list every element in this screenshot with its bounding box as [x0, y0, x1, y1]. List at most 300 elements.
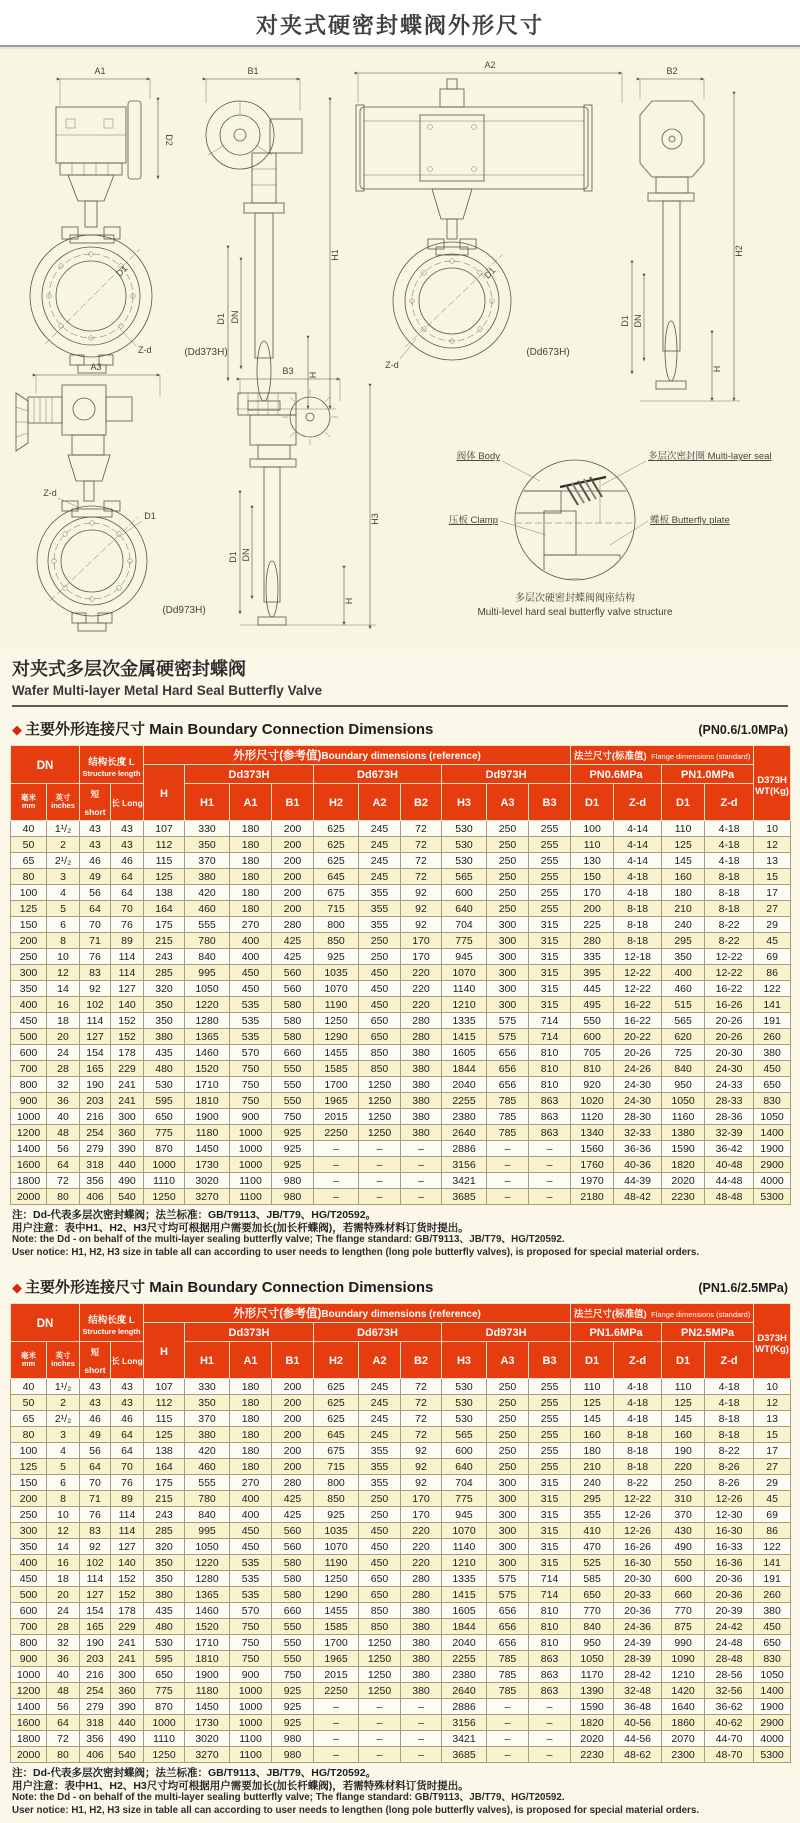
table-cell: 400	[230, 933, 272, 949]
table-cell: 170	[401, 1507, 442, 1523]
table-cell: 1120	[571, 1109, 614, 1125]
table-cell: 440	[111, 1715, 144, 1731]
table-cell: 300	[487, 1523, 529, 1539]
table-cell: 406	[80, 1189, 111, 1205]
table-cell: 600	[662, 1571, 705, 1587]
table-cell: 20-26	[705, 1013, 754, 1029]
table-cell: 110	[662, 1379, 705, 1395]
table-cell: 190	[662, 1443, 705, 1459]
table-cell: 1810	[185, 1093, 230, 1109]
table-cell: 20-26	[614, 1045, 662, 1061]
table-cell: 16	[47, 997, 80, 1013]
table-cell: 1035	[314, 965, 359, 981]
table-cell: 13	[754, 1411, 791, 1427]
table-cell: 714	[529, 1029, 571, 1045]
table-cell: 27	[754, 901, 791, 917]
table-row	[11, 1683, 791, 1699]
table-cell: 550	[662, 1555, 705, 1571]
table-cell: 200	[571, 901, 614, 917]
table-row	[11, 1475, 791, 1491]
table-cell: 4-18	[614, 1379, 662, 1395]
table-cell: 750	[272, 1109, 314, 1125]
table-cell: 175	[144, 917, 185, 933]
table-cell: 1820	[662, 1157, 705, 1173]
table-cell: 280	[401, 1571, 442, 1587]
table-cell: 76	[111, 1475, 144, 1491]
table-cell: 10	[754, 1379, 791, 1395]
table-cell: 370	[662, 1507, 705, 1523]
table-row	[11, 949, 791, 965]
table-cell: 355	[571, 1507, 614, 1523]
table-cell: 785	[487, 1667, 529, 1683]
table-cell: 390	[111, 1699, 144, 1715]
table-cell: 16-22	[614, 1013, 662, 1029]
table-cell: 8-22	[705, 1443, 754, 1459]
table-cell: 480	[144, 1619, 185, 1635]
table-cell: 44-48	[705, 1173, 754, 1189]
table-cell: 925	[314, 1507, 359, 1523]
note-line: 用户注意：表中H1、H2、H3尺寸均可根据用户需要加长(加长杆蝶阀)，若需特殊材料订货时提出。	[12, 1221, 469, 1234]
table-cell: –	[529, 1141, 571, 1157]
table-cell: 250	[487, 885, 529, 901]
col-header-weight: D373H WT(Kg)	[754, 746, 791, 821]
table-cell: 840	[185, 949, 230, 965]
table-cell: 440	[111, 1157, 144, 1173]
table-cell: 20-26	[705, 1029, 754, 1045]
table-cell: 1110	[144, 1731, 185, 1747]
table-cell: 840	[571, 1619, 614, 1635]
col-header-h1: H1	[185, 784, 230, 821]
dim-label-zd: Z-d	[138, 345, 152, 355]
table-cell: 140	[111, 1555, 144, 1571]
col-header-pn-a: PN0.6MPa	[571, 765, 662, 784]
table-row	[11, 917, 791, 933]
table-cell: 850	[359, 1619, 401, 1635]
table-cell: 925	[272, 1157, 314, 1173]
table-row	[11, 1189, 791, 1205]
table-cell: 280	[272, 1475, 314, 1491]
table-cell: 1380	[662, 1125, 705, 1141]
table-cell: 17	[754, 1443, 791, 1459]
table-cell: 4	[47, 1443, 80, 1459]
table-cell: 72	[401, 1395, 442, 1411]
table-row	[11, 1077, 791, 1093]
table-cell: 32-56	[705, 1683, 754, 1699]
table-row	[11, 1731, 791, 1747]
table-cell: 785	[487, 1683, 529, 1699]
table-cell: 900	[230, 1667, 272, 1683]
seal-caption-cn: 多层次硬密封蝶阀阀座结构	[515, 593, 635, 604]
table-cell: 380	[401, 1651, 442, 1667]
table-cell: 80	[11, 869, 47, 885]
table-cell: 180	[230, 1459, 272, 1475]
table-cell: 625	[314, 837, 359, 853]
table-cell: 320	[144, 1539, 185, 1555]
table-cell: –	[401, 1731, 442, 1747]
table-row	[11, 997, 791, 1013]
table-cell: 16-36	[705, 1555, 754, 1571]
table-cell: 250	[359, 933, 401, 949]
table-cell: 460	[185, 901, 230, 917]
table-cell: 4-18	[614, 1395, 662, 1411]
table-cell: 10	[47, 949, 80, 965]
table-cell: 1000	[230, 1157, 272, 1173]
table-cell: 36-36	[614, 1141, 662, 1157]
table-cell: 28-48	[705, 1651, 754, 1667]
table-cell: 714	[529, 1013, 571, 1029]
col-header-pn-a: PN1.6MPa	[571, 1323, 662, 1342]
table-cell: 4-18	[705, 853, 754, 869]
table-cell: 565	[662, 1013, 705, 1029]
table-cell: 1290	[314, 1029, 359, 1045]
table-cell: 535	[230, 1555, 272, 1571]
table-cell: 714	[529, 1571, 571, 1587]
table-cell: 600	[442, 885, 487, 901]
table-cell: 300	[487, 997, 529, 1013]
table-cell: 114	[111, 1523, 144, 1539]
col-header-dn: DN	[11, 1304, 80, 1342]
table-cell: –	[401, 1189, 442, 1205]
table-cell: 28-33	[705, 1093, 754, 1109]
table-cell: 178	[111, 1045, 144, 1061]
table-cell: 1070	[442, 965, 487, 981]
table-cell: 715	[314, 1459, 359, 1475]
table-cell: 43	[80, 1379, 111, 1395]
table-row	[11, 933, 791, 949]
col-header-dd673h: Dd673H	[314, 1323, 442, 1342]
col-header-d1: D1	[662, 1342, 705, 1379]
table-cell: 380	[185, 869, 230, 885]
table-cell: 863	[529, 1125, 571, 1141]
table-cell: 8-22	[614, 1475, 662, 1491]
col-header-dd373h: Dd373H	[185, 1323, 314, 1342]
table-cell: 300	[487, 1539, 529, 1555]
table-cell: 360	[111, 1125, 144, 1141]
table-cell: 500	[11, 1029, 47, 1045]
table-cell: 145	[571, 1411, 614, 1427]
table-cell: 8-18	[614, 1427, 662, 1443]
table-cell: 400	[230, 1507, 272, 1523]
table-cell: 2000	[11, 1189, 47, 1205]
table-cell: 152	[111, 1587, 144, 1603]
table-cell: 180	[230, 1379, 272, 1395]
technical-drawings	[0, 49, 800, 649]
table-cell: –	[487, 1141, 529, 1157]
table-cell: 4-18	[705, 821, 754, 837]
table-row	[11, 1459, 791, 1475]
col-header-structure-length: 结构长度 L Structure length	[80, 746, 144, 784]
table-cell: 12-18	[614, 949, 662, 965]
col-header-b3: B3	[529, 1342, 571, 1379]
table-cell: 1250	[359, 1125, 401, 1141]
table-cell: 1050	[754, 1109, 791, 1125]
table-cell: 43	[80, 1395, 111, 1411]
table-cell: 550	[272, 1619, 314, 1635]
table-cell: 127	[80, 1029, 111, 1045]
table-cell: 43	[111, 1395, 144, 1411]
table-cell: 5300	[754, 1747, 791, 1763]
table-cell: 785	[487, 1093, 529, 1109]
table-cell: 500	[11, 1587, 47, 1603]
col-header-a2: A2	[359, 784, 401, 821]
table-cell: 445	[571, 981, 614, 997]
table-cell: 800	[314, 917, 359, 933]
table-cell: 656	[487, 1045, 529, 1061]
table-cell: 1335	[442, 1013, 487, 1029]
table-cell: 72	[47, 1173, 80, 1189]
table-cell: 240	[571, 1475, 614, 1491]
table-cell: 56	[47, 1699, 80, 1715]
table-cell: 2040	[442, 1635, 487, 1651]
table-cell: 56	[47, 1141, 80, 1157]
table-cell: 1560	[571, 1141, 614, 1157]
table-cell: 100	[11, 1443, 47, 1459]
table-cell: 315	[529, 949, 571, 965]
table-cell: 255	[529, 1459, 571, 1475]
table-cell: 2180	[571, 1189, 614, 1205]
table-cell: 785	[487, 1109, 529, 1125]
table-cell: 1000	[144, 1715, 185, 1731]
table-cell: 435	[144, 1045, 185, 1061]
table-cell: 71	[80, 933, 111, 949]
table-cell: 12	[754, 1395, 791, 1411]
table-cell: 125	[11, 901, 47, 917]
table-cell: –	[314, 1747, 359, 1763]
table-cell: 210	[662, 901, 705, 917]
table-cell: 20-33	[614, 1587, 662, 1603]
table-cell: 1210	[662, 1667, 705, 1683]
table-cell: 645	[314, 1427, 359, 1443]
table-cell: 229	[111, 1061, 144, 1077]
table-cell: 216	[80, 1667, 111, 1683]
table-cell: 656	[487, 1635, 529, 1651]
table-cell: 1100	[230, 1747, 272, 1763]
table-cell: 180	[230, 853, 272, 869]
col-header-a3: A3	[487, 784, 529, 821]
table-cell: 550	[272, 1077, 314, 1093]
table-cell: 1335	[442, 1571, 487, 1587]
col-header-dd973h: Dd973H	[442, 1323, 571, 1342]
table-row	[11, 1651, 791, 1667]
table-cell: 255	[529, 837, 571, 853]
table-cell: 550	[571, 1013, 614, 1029]
table-cell: 250	[359, 1491, 401, 1507]
table-cell: 450	[11, 1013, 47, 1029]
table-cell: 4-18	[705, 1379, 754, 1395]
table-cell: 640	[442, 1459, 487, 1475]
dim-label-h: H	[712, 365, 722, 373]
table-cell: 180	[662, 885, 705, 901]
table-cell: 400	[230, 949, 272, 965]
table-row	[11, 1157, 791, 1173]
table-row	[11, 1125, 791, 1141]
table-cell: –	[487, 1731, 529, 1747]
note-line: Note: the Dd - on behalf of the multi-layer sealing butterfly valve; The flange standard: GB/T9113、JB/T79、HG/T20592.	[12, 1234, 565, 1245]
table-cell: 20-30	[614, 1571, 662, 1587]
table-cell: 69	[754, 949, 791, 965]
table-row	[11, 1061, 791, 1077]
col-header-dn: DN	[11, 746, 80, 784]
table-cell: 1585	[314, 1061, 359, 1077]
table-cell: 255	[529, 821, 571, 837]
table-cell: 1590	[662, 1141, 705, 1157]
table-cell: 1290	[314, 1587, 359, 1603]
col-header-b2: B2	[401, 1342, 442, 1379]
table-cell: 1844	[442, 1619, 487, 1635]
table-cell: 320	[144, 981, 185, 997]
table-cell: 350	[11, 1539, 47, 1555]
table-cell: 70	[80, 1475, 111, 1491]
table-cell: 400	[230, 1491, 272, 1507]
table-cell: 6	[47, 1475, 80, 1491]
table-cell: 1860	[662, 1715, 705, 1731]
table-cell: 850	[359, 1061, 401, 1077]
table-cell: 650	[359, 1571, 401, 1587]
table-cell: 125	[662, 837, 705, 853]
table-cell: 1000	[11, 1667, 47, 1683]
dim-label-d1: D1	[114, 263, 130, 279]
col-header-d1: D1	[662, 784, 705, 821]
table-cell: 216	[80, 1109, 111, 1125]
table-cell: –	[487, 1189, 529, 1205]
table-cell: 92	[80, 1539, 111, 1555]
dim-label-dn: DN	[633, 314, 643, 328]
col-header-boundary-dimensions: 外形尺寸(参考值)Boundary dimensions (reference)	[144, 1304, 571, 1323]
table-cell: 530	[442, 821, 487, 837]
table-cell: 215	[144, 933, 185, 949]
table-cell: 40-36	[614, 1157, 662, 1173]
table-cell: 250	[487, 1379, 529, 1395]
table-cell: 355	[359, 1475, 401, 1491]
table-cell: 1160	[662, 1109, 705, 1125]
table-cell: 255	[529, 1427, 571, 1443]
table-cell: 27	[754, 1459, 791, 1475]
table-cell: 925	[272, 1141, 314, 1157]
table-cell: 114	[80, 1571, 111, 1587]
table-cell: 280	[401, 1029, 442, 1045]
table-cell: 2	[47, 1395, 80, 1411]
table-cell: 138	[144, 885, 185, 901]
table-cell: 660	[272, 1603, 314, 1619]
table-cell: 540	[111, 1747, 144, 1763]
table-cell: 585	[571, 1571, 614, 1587]
table-cell: 3	[47, 1427, 80, 1443]
table-cell: 525	[571, 1555, 614, 1571]
table-cell: 300	[487, 917, 529, 933]
table-cell: 535	[230, 1571, 272, 1587]
table-cell: 40-48	[705, 1157, 754, 1173]
table-cell: 1¹/₂	[47, 821, 80, 837]
table-cell: 48	[47, 1125, 80, 1141]
table-cell: 200	[272, 869, 314, 885]
table-cell: 4-14	[614, 853, 662, 869]
table-cell: 595	[144, 1093, 185, 1109]
table-cell: –	[314, 1189, 359, 1205]
table-cell: 1520	[185, 1061, 230, 1077]
table-cell: 165	[80, 1061, 111, 1077]
diamond-icon: ◆	[12, 1280, 22, 1295]
table-cell: 107	[144, 1379, 185, 1395]
table-cell: 16-33	[705, 1539, 754, 1555]
table-cell: 225	[571, 917, 614, 933]
table-cell: 46	[111, 853, 144, 869]
table-cell: 1250	[359, 1667, 401, 1683]
table-cell: 2040	[442, 1077, 487, 1093]
table-cell: 24-33	[705, 1077, 754, 1093]
valve-drawings-svg	[0, 49, 800, 649]
table-cell: 2015	[314, 1667, 359, 1683]
table-cell: 315	[529, 965, 571, 981]
table-cell: 380	[401, 1635, 442, 1651]
table-cell: 645	[314, 869, 359, 885]
table-cell: 89	[111, 933, 144, 949]
table-cell: 1455	[314, 1045, 359, 1061]
table-cell: 435	[144, 1603, 185, 1619]
table-cell: 400	[11, 1555, 47, 1571]
table-cell: 154	[80, 1045, 111, 1061]
dim-label-d2: D2	[164, 134, 174, 146]
table-cell: 28	[47, 1619, 80, 1635]
product-title-block	[0, 649, 800, 707]
table-cell: –	[401, 1141, 442, 1157]
table-cell: 560	[272, 981, 314, 997]
table-cell: 380	[144, 1029, 185, 1045]
table-cell: 1¹/₂	[47, 1379, 80, 1395]
table-cell: 700	[11, 1061, 47, 1077]
table-cell: 12-22	[614, 1491, 662, 1507]
table-cell: 1600	[11, 1715, 47, 1731]
table-cell: 1050	[185, 1539, 230, 1555]
table-cell: 49	[80, 1427, 111, 1443]
table-cell: 1730	[185, 1715, 230, 1731]
table-cell: 279	[80, 1141, 111, 1157]
table-cell: 1585	[314, 1619, 359, 1635]
table-cell: 48	[47, 1683, 80, 1699]
table-cell: 250	[487, 901, 529, 917]
table-cell: –	[529, 1731, 571, 1747]
dim-label-b3: B3	[282, 366, 294, 376]
table-cell: 86	[754, 1523, 791, 1539]
col-header-b1: B1	[272, 1342, 314, 1379]
table-cell: 12	[47, 965, 80, 981]
table-cell: 900	[11, 1093, 47, 1109]
table-cell: 1170	[571, 1667, 614, 1683]
table-cell: 750	[230, 1619, 272, 1635]
table-cell: 850	[314, 933, 359, 949]
table-cell: 4-18	[705, 1395, 754, 1411]
table-cell: 625	[314, 821, 359, 837]
table-cell: 8-22	[705, 917, 754, 933]
table-cell: 1000	[230, 1141, 272, 1157]
table-cell: 2640	[442, 1683, 487, 1699]
table-cell: 48-48	[705, 1189, 754, 1205]
table-cell: 490	[662, 1539, 705, 1555]
table-cell: 950	[571, 1635, 614, 1651]
table-cell: 2900	[754, 1715, 791, 1731]
col-header-dd673h: Dd673H	[314, 765, 442, 784]
table-cell: 1190	[314, 997, 359, 1013]
table-cell: –	[487, 1699, 529, 1715]
table-cell: 1605	[442, 1045, 487, 1061]
table-cell: 300	[487, 965, 529, 981]
table-cell: 50	[11, 837, 47, 853]
dim-label-dn: DN	[230, 310, 240, 324]
table-cell: 750	[230, 1635, 272, 1651]
table-cell: 43	[111, 821, 144, 837]
table-cell: 260	[754, 1029, 791, 1045]
table-cell: 8-18	[705, 1427, 754, 1443]
table-cell: 36-48	[614, 1699, 662, 1715]
